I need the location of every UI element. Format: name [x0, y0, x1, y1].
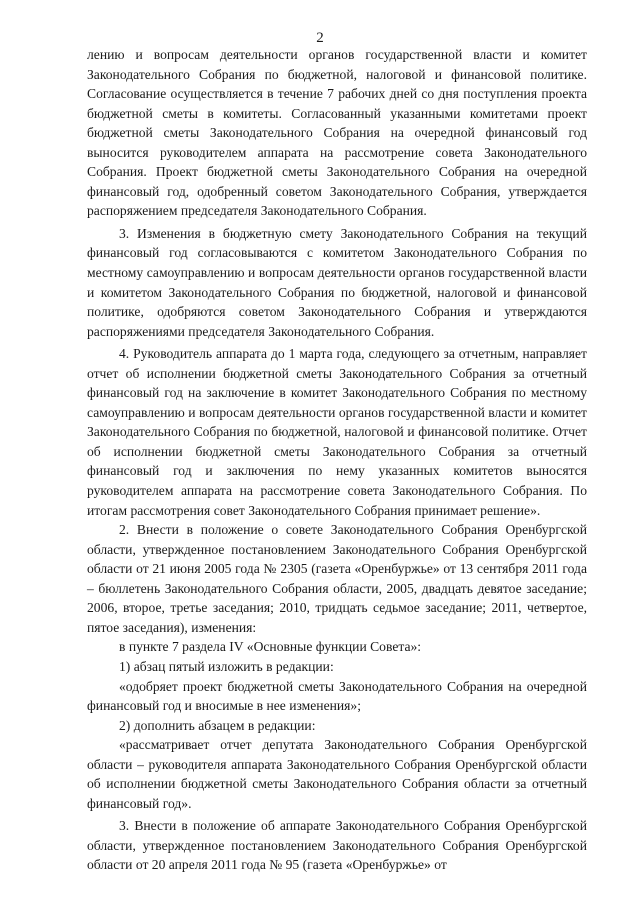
paragraph-item-3: 3. Изменения в бюджетную смету Законодательного Собрания на текущий финансовый год согласовываются с комитетом Законодательного Собрания по местному самоуправлению и вопросам деятельности органов государственной власти и комитетом Законодательного Собрания по бюджетной, налоговой и финансовой политике, одобряются советом Законодательного Собрания и утверждаются распоряжениями председателя Законодательного Собрания.: [87, 225, 587, 339]
page-number: 2: [316, 30, 324, 46]
paragraph-section-2: 2. Внести в положение о совете Законодательного Собрания Оренбургской области, утвержденное постановлением Законодательного Собрания Оренбургской области от 21 июня 2005 года № 2305 (газета «Оренбуржье» от 13 сентября 2011 года – бюллетень Законодательного Собрания области, 2005, двадцать девятое заседание; 2006, второе, третье заседания; 2010, тридцать седьмое заседание; 2011, четвертое, пятое заседания), изменения:: [87, 522, 587, 635]
paragraph-subitem-2: 2) дополнить абзацем в редакции:: [119, 717, 316, 733]
document-body: [87, 45, 587, 875]
paragraph-item-4: 4. Руководитель аппарата до 1 марта года, следующего за отчетным, направляет отчет об исполнении бюджетной сметы Законодательного Собрания за отчетный финансовый год на заключение в комитет Законодательного Собрания по местному самоуправлению и вопросам деятельности органов государственной власти и комитет Законодательного Собрания по бюджетной, налоговой и финансовой политике. Отчет об исполнении бюджетной сметы Законодательного Собрания за отчетный финансовый год и заключения по нему указанных комитетов выносятся руководителем аппарата на рассмотрение совета Законодательного Собрания. По итогам рассмотрения совет Законодательного Собрания принимает решение».: [87, 346, 587, 518]
paragraph-point-7: в пункте 7 раздела IV «Основные функции Совета»:: [119, 639, 422, 655]
paragraph-section-3: 3. Внести в положение об аппарате Законодательного Собрания Оренбургской области, утвержденное постановлением Законодательного Собрания Оренбургской области от 20 апреля 2011 года № 95 (газета «Оренбуржье» от: [87, 818, 587, 873]
paragraph-quote-2: «рассматривает отчет депутата Законодательного Собрания Оренбургской области – руководителя аппарата Законодательного Собрания Оренбургской области об исполнении бюджетной сметы Законодательного Собрания области за отчетный финансовый год».: [87, 737, 587, 811]
paragraph-quote-1: «одобряет проект бюджетной сметы Законодательного Собрания на очередной финансовый год и вносимые в нее изменения»;: [87, 678, 587, 714]
paragraph-continuation: лению и вопросам деятельности органов государственной власти и комитет Законодательного Собрания по бюджетной, налоговой и финансовой политике. Согласование осуществляется в течение 7 рабочих дней со дня поступления проекта бюджетной сметы в комитеты. Согласованный указанными комитетами проект бюджетной сметы Законодательного Собрания на очередной финансовый год выносится руководителем аппарата на рассмотрение совета Законодательного Собрания. Проект бюджетной сметы Законодательного Собрания на очередной финансовый год, одобренный советом Законодательного Собрания, утверждается распоряжением председателя Законодательного Собрания.: [87, 47, 587, 219]
paragraph-subitem-1: 1) абзац пятый изложить в редакции:: [119, 658, 334, 674]
